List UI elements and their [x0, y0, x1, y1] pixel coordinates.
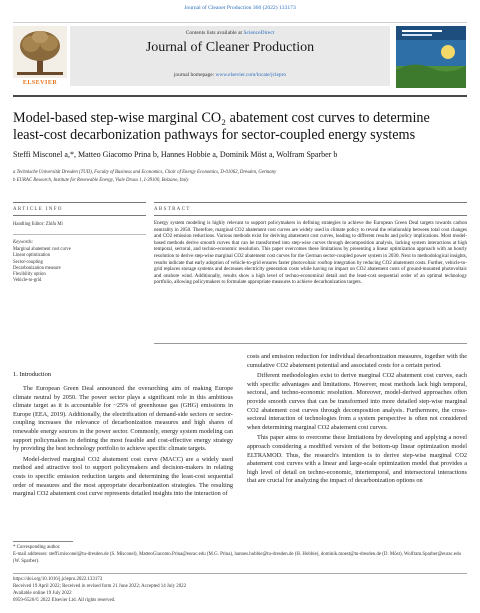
- intro-paragraph-1: The European Green Deal announced the overarching aim of making Europe climate neutral by 2050. The power sector plays a significant role in this ambitious climate target as it is accountable for ~25% of greenhouse gas (GHG) emissions in Europe (EEA, 2019). Additionally, the electrification of demand-side sectors or sector-coupling increases the relevance of decarbonization measures and high shares of renewable energy sources in the power sector. Commonly, energy system modeling can support policymakers in defining the most feasible and cost-effective energy strategy by providing the best technology portfolio to achieve specific climate targets.: [13, 385, 233, 453]
- abstract-bottom-rule: [154, 343, 467, 344]
- keyword-item: Vehicle-to-grid: [13, 278, 42, 284]
- article-info-subrule: [13, 215, 146, 216]
- intro-paragraph-5: This paper aims to overcome these limitations by developing and applying a novel approach considering a modified version of the bottom-up linear optimization model ELTRAMOD. Thus, the research's intention is to derive step-wise marginal CO2 abatement cost curves with a linear and large-scale optimization model that provides a high level of detail on techno-economic, intertemporal, and intersectoral interactions that are crucial for analyzing the impact of decarbonization options on: [247, 434, 467, 485]
- publisher-wordmark: ELSEVIER: [22, 80, 58, 86]
- journal-title: Journal of Cleaner Production: [145, 40, 315, 55]
- copyright-line: 0959-6526/© 2022 Elsevier Ltd. All rights reserved.: [13, 598, 116, 603]
- keyword-item: Linear optimization: [13, 253, 51, 259]
- journal-reference[interactable]: Journal of Cleaner Production 360 (2022) 133173: [184, 5, 296, 11]
- journal-cover-thumbnail[interactable]: [396, 26, 466, 88]
- article-info-heading: ARTICLE INFO: [13, 207, 63, 212]
- keyword-list: [13, 247, 153, 285]
- keywords-label: Keywords:: [13, 240, 34, 245]
- homepage-line: [70, 72, 390, 78]
- right-body-column: [247, 353, 467, 488]
- intro-paragraph-4: Different methodologies exist to derive marginal CO2 abatement cost curves, each with specific advantages and limitations. However, most methods lack high temporal, sectoral, and techno-economic resolution. Moreover, model-derived approaches often provide smooth curves that can be transformed into more detailed step-wise marginal CO2 abatement cost curves through decomposition analysis. Furthermore, the cross-sectoral interaction of technologies from a system perspective is often not considered when determining marginal CO2 abatement cost curves.: [247, 372, 467, 431]
- abstract-rule: [154, 202, 467, 203]
- intro-paragraph-3: costs and emission reduction for individual decarbonization measures, together with the cumulative CO2 abatement potential and associated costs for a certain period.: [247, 353, 467, 369]
- title-line-1: Model-based step-wise marginal CO₂ abatement cost curves to determine: [13, 110, 430, 126]
- homepage-prefix: journal homepage:: [173, 72, 216, 78]
- received-dates: Received 19 April 2022; Received in revised form 21 June 2022; Accepted 14 July 2022: [13, 584, 187, 589]
- footer-rule: [13, 573, 467, 574]
- article-title: [13, 110, 467, 144]
- intro-paragraph-2: Model-derived marginal CO2 abatement cost curve (MACC) are a widely used method and attractive tool to support policymakers and decision-makers in relating costs to specific emission reduction targets and determining the least-cost sequential order of measures and the most appropriate decarbonization strategies. The resulting marginal CO2 abatement cost curve represents detailed insights into the interaction of: [13, 455, 233, 498]
- masthead-divider: [13, 22, 467, 23]
- corresponding-note: * Corresponding author.: [13, 545, 61, 550]
- title-line-2: least-cost decarbonization pathways for sector-coupled energy systems: [13, 127, 416, 143]
- elsevier-tree-logo: [13, 26, 67, 78]
- article-info-rule: [13, 202, 146, 203]
- abstract-subrule: [154, 215, 467, 216]
- contents-prefix: Contents lists available at: [185, 30, 244, 36]
- keyword-item: Sector-coupling: [13, 259, 43, 265]
- sciencedirect-link[interactable]: ScienceDirect: [243, 30, 275, 36]
- footnote-rule: [13, 541, 73, 542]
- abstract-heading: ABSTRACT: [154, 207, 191, 212]
- author-list[interactable]: Steffi Misconel a,*, Matteo Giacomo Prina b, Hannes Hobbie a, Dominik Möst a, Wolfram Sparber b: [13, 150, 338, 159]
- info-separator: [13, 234, 146, 235]
- handling-editor: Handling Editor: Zhifu Mi: [13, 222, 63, 227]
- homepage-link[interactable]: www.elsevier.com/locate/jclepro: [215, 72, 287, 78]
- abstract-body: Energy system modeling is highly relevant to support policymakers in defining strategies to achieve the European Green Deal targets towards carbon neutrality in 2050. Therefore, marginal CO2 abatement cost curves are widely used in climate policy to reveal the relationship between total cost changes and CO2 emission reductions. Various methods exist for deriving abatement cost curves, leading to different results and policy implications. Most model-based methods derive smooth curves that can be transformed into step-wise curves through decomposition analysis, lacking system interactions at high temporal, sectoral, and techno-economic resolution. This paper overcomes these limitations by presenting a linear optimization approach with an hourly resolution to derive step-wise marginal CO2 abatement cost curves for the German sector-coupled power system in 2030. Next to methodological insights, results indicate that early adoption of vehicle-to-grid ensures faster photovoltaic rooftop integration by reducing CO2 abatement costs. Further, vehicle-to-grid replaces storage systems and decreases electricity generation costs while having no impact on CO2 abatement costs of ground-mounted photovoltaic and onshore wind. Additionally, results show a high level of techno-economical detail and the least-cost sequential order of an optimal technology portfolio, allowing policymakers to formulate appropriate measures to achieve decarbonization targets.: [154, 220, 467, 286]
- keyword-item: Decarbonization measure: [13, 265, 61, 271]
- doi-link[interactable]: https://doi.org/10.1016/j.jclepro.2022.133173: [13, 577, 103, 582]
- keyword-item: Marginal abatement cost curve: [13, 247, 71, 252]
- introduction-heading: 1. Introduction: [13, 371, 51, 378]
- available-online: Available online 19 July 2022: [13, 591, 72, 596]
- keyword-item: Flexibility option: [13, 272, 46, 278]
- email-addresses[interactable]: E-mail addresses: steffi.misconel@tu-dresden.de (S. Misconel), MatteoGiacomo.Prina@eurac.edu (M.G. Prina), hannes.hobbie@tu-dresden.de (H. Hobbie), dominik.moest@tu-dresden.de (D. Möst), Wolfram.Sparber@eurac.edu (W. Sparber).: [13, 552, 461, 564]
- affiliation-b: b EURAC Research, Institute for Renewable Energy, Viale Druso 1, I-39100, Bolzano, Italy: [13, 178, 189, 183]
- left-body-column: [13, 385, 233, 501]
- affiliation-a: a Technische Universität Dresden (TUD), Faculty of Business and Economics, Chair of Energy Economics, D-01062, Dresden, Germany: [13, 170, 277, 175]
- contents-line: [70, 30, 390, 36]
- header-rule: [13, 95, 467, 97]
